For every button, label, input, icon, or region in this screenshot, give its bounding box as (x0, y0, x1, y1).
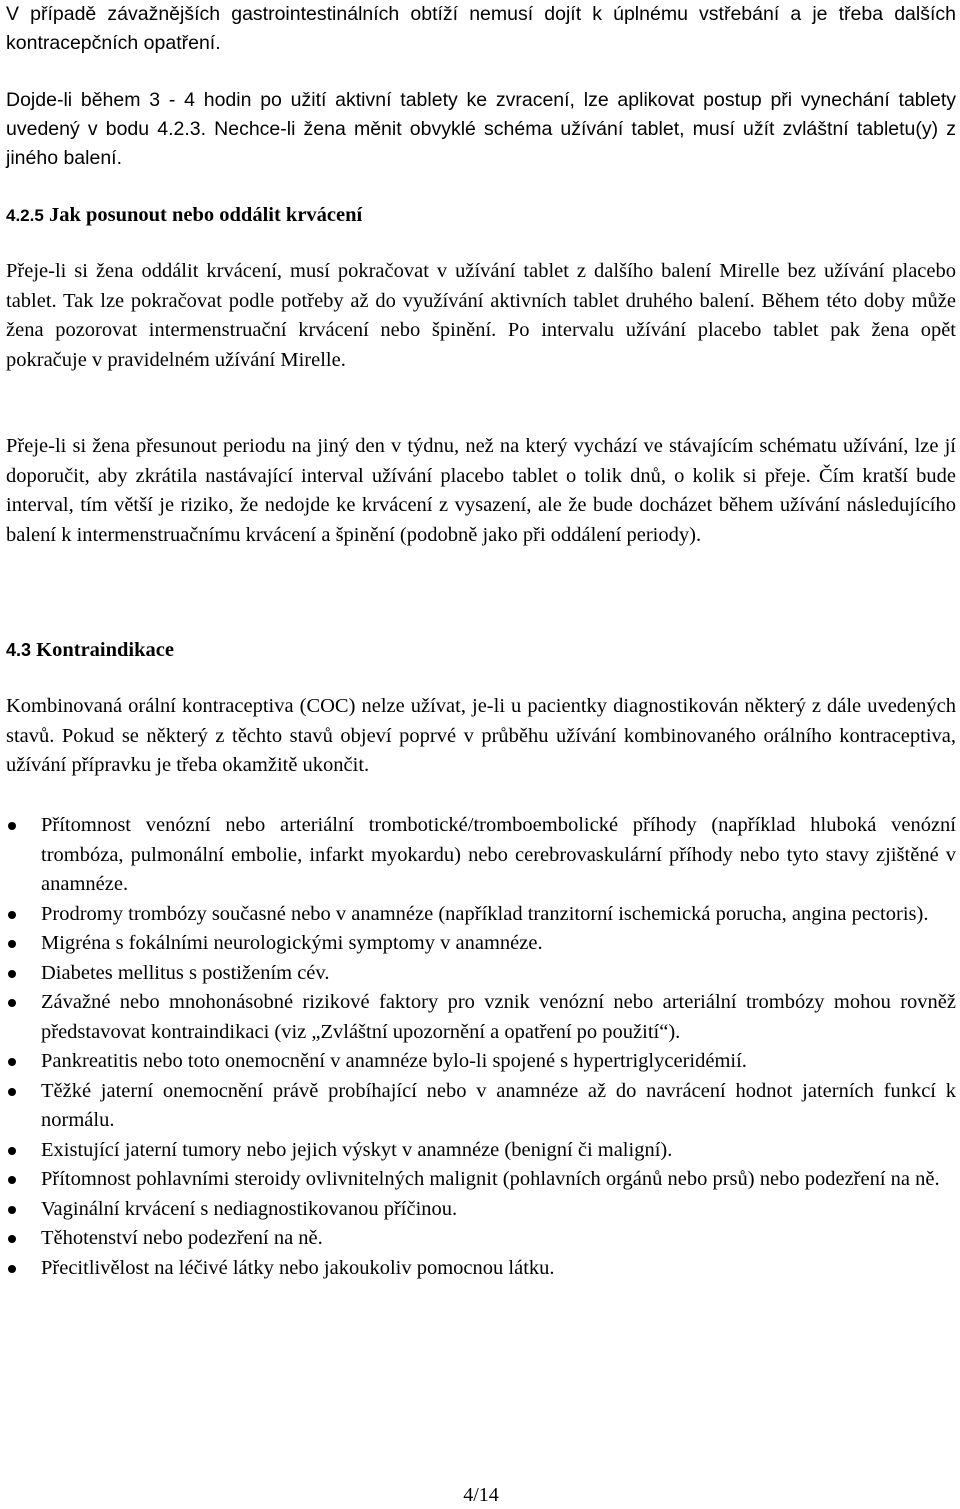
list-item: Vaginální krvácení s nediagnostikovanou příčinou. (6, 1195, 956, 1225)
list-item: Prodromy trombózy současné nebo v anamnéze (například tranzitorní ischemická porucha, angina pectoris). (6, 900, 956, 930)
section-title: Kontraindikace (36, 639, 174, 661)
section-title: Jak posunout nebo oddálit krvácení (48, 204, 363, 226)
paragraph-contraindications-intro: Kombinovaná orální kontraceptiva (COC) nelze užívat, je-li u pacientky diagnostikován některý z dále uvedených stavů. Pokud se některý z těchto stavů objeví poprvé v průběhu užívání kombinovaného orálního kontraceptiva, užívání přípravku je třeba okamžitě ukončit. (6, 695, 956, 776)
section-heading-4-2-5 (6, 200, 362, 231)
list-item: Přecitlivělost na léčivé látky nebo jakoukoliv pomocnou látku. (6, 1254, 956, 1284)
section-heading-4-3 (6, 635, 174, 665)
list-item: Závažné nebo mnohonásobné rizikové faktory pro vznik venózní nebo arteriální trombózy mohou rovněž představovat kontraindikaci (viz „Zvláštní upozornění a opatření po použití“). (6, 988, 956, 1047)
list-item: Diabetes mellitus s postižením cév. (6, 959, 956, 989)
list-item: Těhotenství nebo podezření na ně. (6, 1224, 956, 1254)
list-item: Těžké jaterní onemocnění právě probíhající nebo v anamnéze až do navrácení hodnot jaterních funkcí k normálu. (6, 1077, 956, 1136)
list-item: Existující jaterní tumory nebo jejich výskyt v anamnéze (benigní či maligní). (6, 1136, 956, 1166)
paragraph-vomiting: Dojde-li během 3 - 4 hodin po užití aktivní tablety ke zvracení, lze aplikovat postup při vynechání tablety uvedený v bodu 4.2.3. Nechce-li žena měnit obvyklé schéma užívání tablet, musí užít zvláštní tabletu(y) z jiného balení. (6, 89, 956, 169)
section-number: 4.3 (6, 640, 32, 660)
list-item: Přítomnost venózní nebo arteriální trombotické/tromboembolické příhody (například hluboká venózní trombóza, pulmonální embolie, infarkt myokardu) nebo cerebrovaskulární příhody nebo tyto stavy zjištěné v anamnéze. (6, 811, 956, 900)
paragraph-gi-disorders: V případě závažnějších gastrointestinálních obtíží nemusí dojít k úplnému vstřebání a je třeba dalších kontracepčních opatření. (6, 3, 956, 54)
section-number: 4.2.5 (6, 206, 44, 225)
list-item: Pankreatitis nebo toto onemocnění v anamnéze bylo-li spojené s hypertriglyceridémií. (6, 1047, 956, 1077)
page-number: 4/14 (463, 1484, 499, 1506)
list-item: Přítomnost pohlavními steroidy ovlivnitelných malignit (pohlavních orgánů nebo prsů) nebo podezření na ně. (6, 1165, 956, 1195)
contraindications-list (6, 811, 956, 1283)
list-item: Migréna s fokálními neurologickými symptomy v anamnéze. (6, 929, 956, 959)
paragraph-delay-bleeding: Přeje-li si žena oddálit krvácení, musí pokračovat v užívání tablet z dalšího balení Mirelle bez užívání placebo tablet. Tak lze pokračovat podle potřeby až do využívání aktivních tablet druhého balení. Během této doby může žena pozorovat intermenstruační krvácení nebo špinění. Po intervalu užívání placebo tablet pak žena opět pokračuje v pravidelném užívání Mirelle. (6, 260, 956, 371)
paragraph-shift-period: Přeje-li si žena přesunout periodu na jiný den v týdnu, než na který vychází ve stávajícím schématu užívání, lze jí doporučit, aby zkrátila nastávající interval užívání placebo tablet o tolik dnů, o kolik si přeje. Čím kratší bude interval, tím větší je riziko, že nedojde ke krvácení z vysazení, ale že bude docházet během užívání následujícího balení k intermenstruačnímu krvácení a špinění (podobně jako při oddálení periody). (6, 435, 956, 546)
